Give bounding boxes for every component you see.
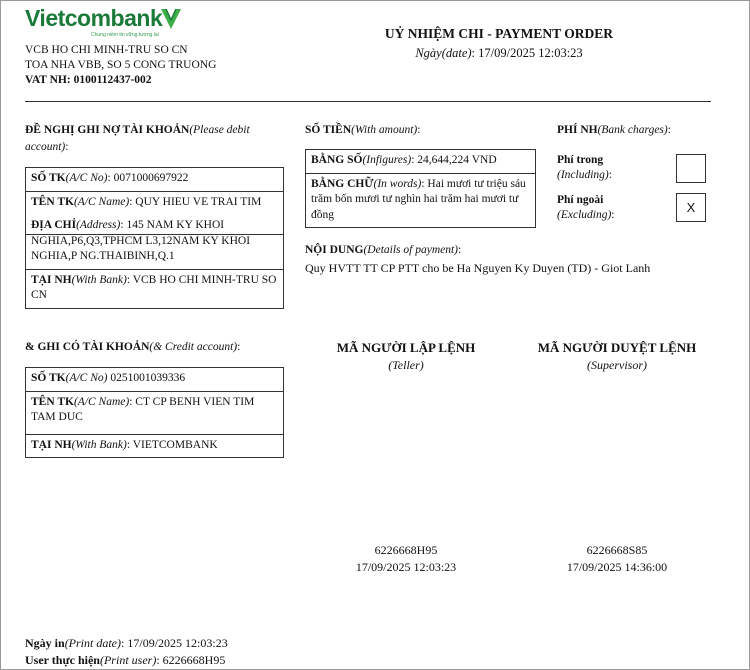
charges-excluding-label: Phí ngoài (Excluding): xyxy=(557,194,615,221)
debit-heading: ĐỀ NGHỊ GHI NỢ TÀI KHOẢN(Please debit account): xyxy=(25,124,250,153)
document-date: Ngày(date): 17/09/2025 12:03:23 xyxy=(415,46,583,60)
credit-bank: VIETCOMBANK xyxy=(132,438,218,451)
charges-including-label: Phí trong (Including): xyxy=(557,154,612,181)
supervisor-code: 6226668S85 xyxy=(586,543,648,557)
date-value: 17/09/2025 12:03:23 xyxy=(478,46,583,60)
amount-heading: SỐ TIỀN(With amount): xyxy=(305,124,421,136)
teller-signature xyxy=(301,542,511,576)
credit-account-box xyxy=(25,367,284,458)
branch-info xyxy=(25,43,216,88)
debit-name-row: TÊN TK(A/C Name): QUY HIEU VE TRAI TIM xyxy=(26,192,283,236)
credit-acc-name: CT CP BENH VIEN TIM TAM DUC xyxy=(31,395,255,423)
debit-heading-label: ĐỀ NGHỊ GHI NỢ TÀI KHOẢN xyxy=(25,124,190,136)
supervisor-title: MÃ NGƯỜI DUYỆT LỆNH xyxy=(537,340,697,355)
debit-acc-no: 0071000697922 xyxy=(113,172,189,184)
details-value: Quy HVTT TT CP PTT cho be Ha Nguyen Ky Duyen (TD) - Giot Lanh xyxy=(305,261,651,275)
branch-line-1: VCB HO CHI MINH-TRU SO CN xyxy=(25,44,188,56)
amount-words: Hai mươi tư triệu sáu trăm bốn mươi tư nghìn hai trăm hai mươi tư đồng xyxy=(311,177,526,221)
charges-including-checkbox[interactable] xyxy=(676,154,706,183)
teller-block xyxy=(301,340,511,373)
debit-address-row: ĐỊA CHỈ(Address): 145 NAM KY KHOI NGHIA,P6,Q3,TPHCM L3,12NAM KY KHOI NGHIA,P NG.THAIBINH,Q.1 xyxy=(26,215,283,270)
vat-value: 0100112437-002 xyxy=(73,74,152,86)
vat-line xyxy=(25,73,216,88)
teller-title: MÃ NGƯỜI LẬP LỆNH xyxy=(336,340,476,355)
print-user-line: User thực hiện(Print user): 6226668H95 xyxy=(25,653,226,667)
print-date-line: Ngày in(Print date): 17/09/2025 12:03:23 xyxy=(25,636,228,650)
header-divider xyxy=(25,101,711,102)
logo-wordmark: Vietcombank xyxy=(25,5,163,31)
amount-box xyxy=(305,149,536,228)
supervisor-signature xyxy=(512,542,722,576)
date-label: Ngày(date) xyxy=(415,46,472,60)
debit-bank-row: TẠI NH(With Bank): VCB HO CHI MINH-TRU SO CN xyxy=(31,273,277,301)
teller-subtitle: (Teller) xyxy=(388,358,424,372)
credit-name-row: TÊN TK(A/C Name): CT CP BENH VIEN TIM TAM DUC xyxy=(26,392,283,435)
amount-figures-row: BẰNG SỐ(Infigures): 24,644,224 VND xyxy=(306,150,535,174)
logo-slogan: Chung niềm tin vững tương lai xyxy=(91,32,159,38)
charges-excluding-checkbox[interactable]: X xyxy=(676,193,706,222)
branch-line-2: TOA NHA VBB, SO 5 CONG TRUONG xyxy=(25,59,217,71)
credit-heading: & GHI CÓ TÀI KHOẢN(& Credit account): xyxy=(25,341,241,353)
debit-address: 145 NAM KY KHOI NGHIA,P6,Q3,TPHCM L3,12NAM KY KHOI NGHIA,P NG.THAIBINH,Q.1 xyxy=(31,219,251,262)
debit-account-box xyxy=(25,167,284,309)
supervisor-datetime: 17/09/2025 14:36:00 xyxy=(566,560,668,574)
print-info xyxy=(25,635,228,669)
debit-acc-name: QUY HIEU VE TRAI TIM xyxy=(135,195,262,208)
print-date: 17/09/2025 12:03:23 xyxy=(127,636,228,650)
supervisor-subtitle: (Supervisor) xyxy=(587,358,647,372)
teller-code: 6226668H95 xyxy=(374,543,438,557)
credit-acc-no: 0251001039336 xyxy=(110,372,186,384)
teller-datetime: 17/09/2025 12:03:23 xyxy=(355,560,457,574)
charges-heading: PHÍ NH(Bank charges): xyxy=(557,124,671,136)
details-heading: NỘI DUNG(Details of payment): xyxy=(305,244,462,256)
debit-acc-no-row: SỐ TK(A/C No): 0071000697922 xyxy=(26,168,283,192)
credit-acc-no-row: SỐ TK(A/C No) 0251001039336 xyxy=(26,368,283,392)
debit-heading-en: (Please debit account) xyxy=(25,124,250,153)
amount-words-row: BẰNG CHỮ(In words): Hai mươi tư triệu sáu trăm bốn mươi tư nghìn hai trăm hai mươi tư đồng xyxy=(311,177,526,221)
print-user: 6226668H95 xyxy=(162,653,226,667)
amount-figures: 24,644,224 VND xyxy=(417,154,497,166)
credit-bank-row: TẠI NH(With Bank): VIETCOMBANK xyxy=(31,438,218,451)
vat-label: VAT NH: xyxy=(25,74,71,86)
vietcombank-logo xyxy=(25,5,195,38)
vietcombank-mark-icon xyxy=(158,6,184,32)
debit-bank: VCB HO CHI MINH-TRU SO CN xyxy=(31,273,277,301)
document-title: UỶ NHIỆM CHI - PAYMENT ORDER xyxy=(384,26,614,41)
supervisor-block xyxy=(512,340,722,373)
